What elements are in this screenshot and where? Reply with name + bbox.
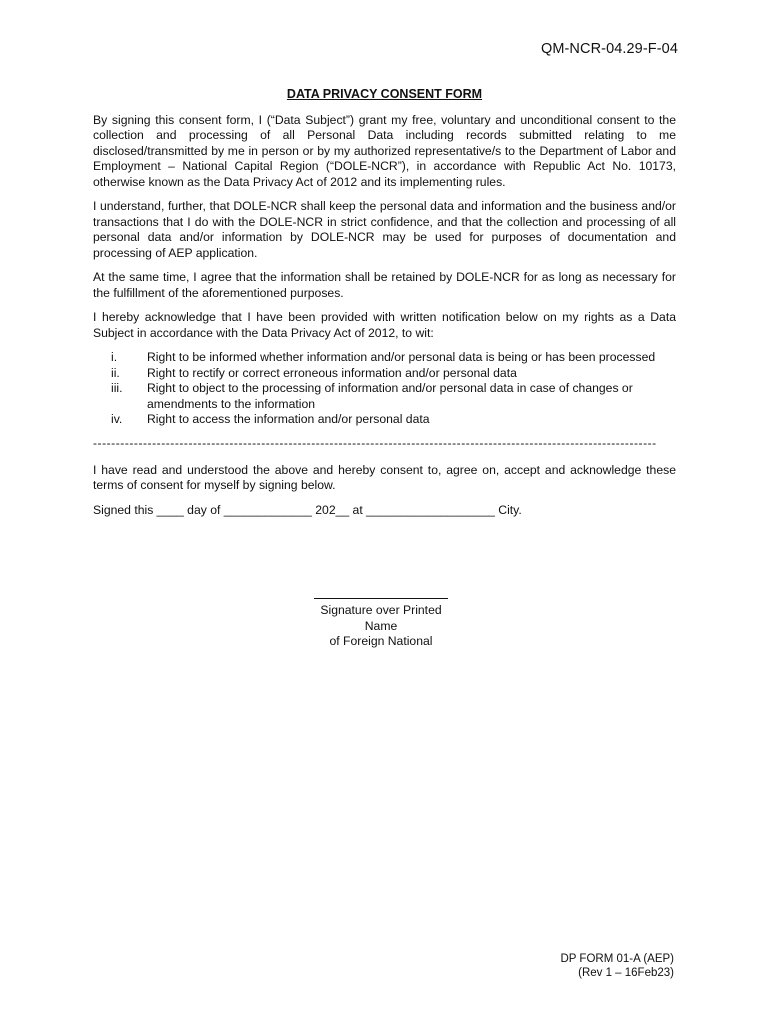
list-item-text: Right to be informed whether information and/or personal data is being or has been processed bbox=[147, 350, 656, 364]
list-item bbox=[93, 350, 676, 366]
rights-list bbox=[93, 350, 676, 428]
list-item-number: ii. bbox=[111, 365, 120, 380]
paragraph-retention: At the same time, I agree that the information shall be retained by DOLE-NCR for as long as necessary for the fulfillment of the aforementioned purposes. bbox=[93, 270, 676, 300]
list-item bbox=[93, 366, 676, 382]
signature-label: Signature over Printed Name bbox=[320, 603, 442, 633]
footer-form-info bbox=[560, 953, 674, 980]
footer-form-id: DP FORM 01-A (AEP) bbox=[560, 953, 674, 965]
document-title: DATA PRIVACY CONSENT FORM bbox=[286, 87, 483, 101]
form-code: QM-NCR-04.29-F-04 bbox=[540, 41, 678, 57]
list-item bbox=[93, 381, 676, 412]
dashed-divider: ---------------------------------------------------------------------------------------------------------------------------- bbox=[93, 435, 657, 450]
list-item bbox=[93, 412, 676, 428]
paragraph-acknowledgement: I hereby acknowledge that I have been provided with written notification below on my rights as a Data Subject in accordance with the Data Privacy Act of 2012, to wit: bbox=[93, 310, 676, 340]
list-item-text: Right to access the information and/or personal data bbox=[147, 412, 430, 426]
list-item-number: i. bbox=[111, 350, 118, 364]
list-item-number: iii. bbox=[111, 381, 123, 395]
consent-statement: I have read and understood the above and hereby consent to, agree on, accept and acknowledge these terms of consent for myself by signing below. bbox=[93, 462, 676, 492]
list-item-text: Right to rectify or correct erroneous information and/or personal data bbox=[147, 365, 517, 380]
paragraph-confidentiality: I understand, further, that DOLE-NCR shall keep the personal data and information and the business and/or transactions that I do with the DOLE-NCR in strict confidence, and that the collection and processing of all personal data and/or information by DOLE-NCR may be used for purposes of documentation and processing of AEP application. bbox=[93, 199, 676, 260]
document-body bbox=[93, 87, 676, 518]
paragraph-consent: By signing this consent form, I (“Data Subject”) grant my free, voluntary and unconditional consent to the collection and processing of all Personal Data including records submitted relating to me disclosed/transmitted by me in person or by my authorized representative/s to the Department of Labor and Employment – National Capital Region (“DOLE-NCR”), in accordance with Republic Act No. 10173, otherwise known as the Data Privacy Act of 2012 and its implementing rules. bbox=[93, 112, 676, 189]
signed-date-line: Signed this ____ day of _____________ 202__ at ___________________ City. bbox=[93, 502, 522, 517]
signature-line bbox=[314, 598, 448, 599]
signature-sublabel: of Foreign National bbox=[329, 634, 433, 648]
signature-block bbox=[314, 582, 448, 650]
footer-revision: (Rev 1 – 16Feb23) bbox=[578, 966, 674, 979]
list-item-number: iv. bbox=[111, 412, 123, 426]
list-item-text: Right to object to the processing of information and/or personal data in case of changes or amendments to the information bbox=[147, 381, 633, 411]
